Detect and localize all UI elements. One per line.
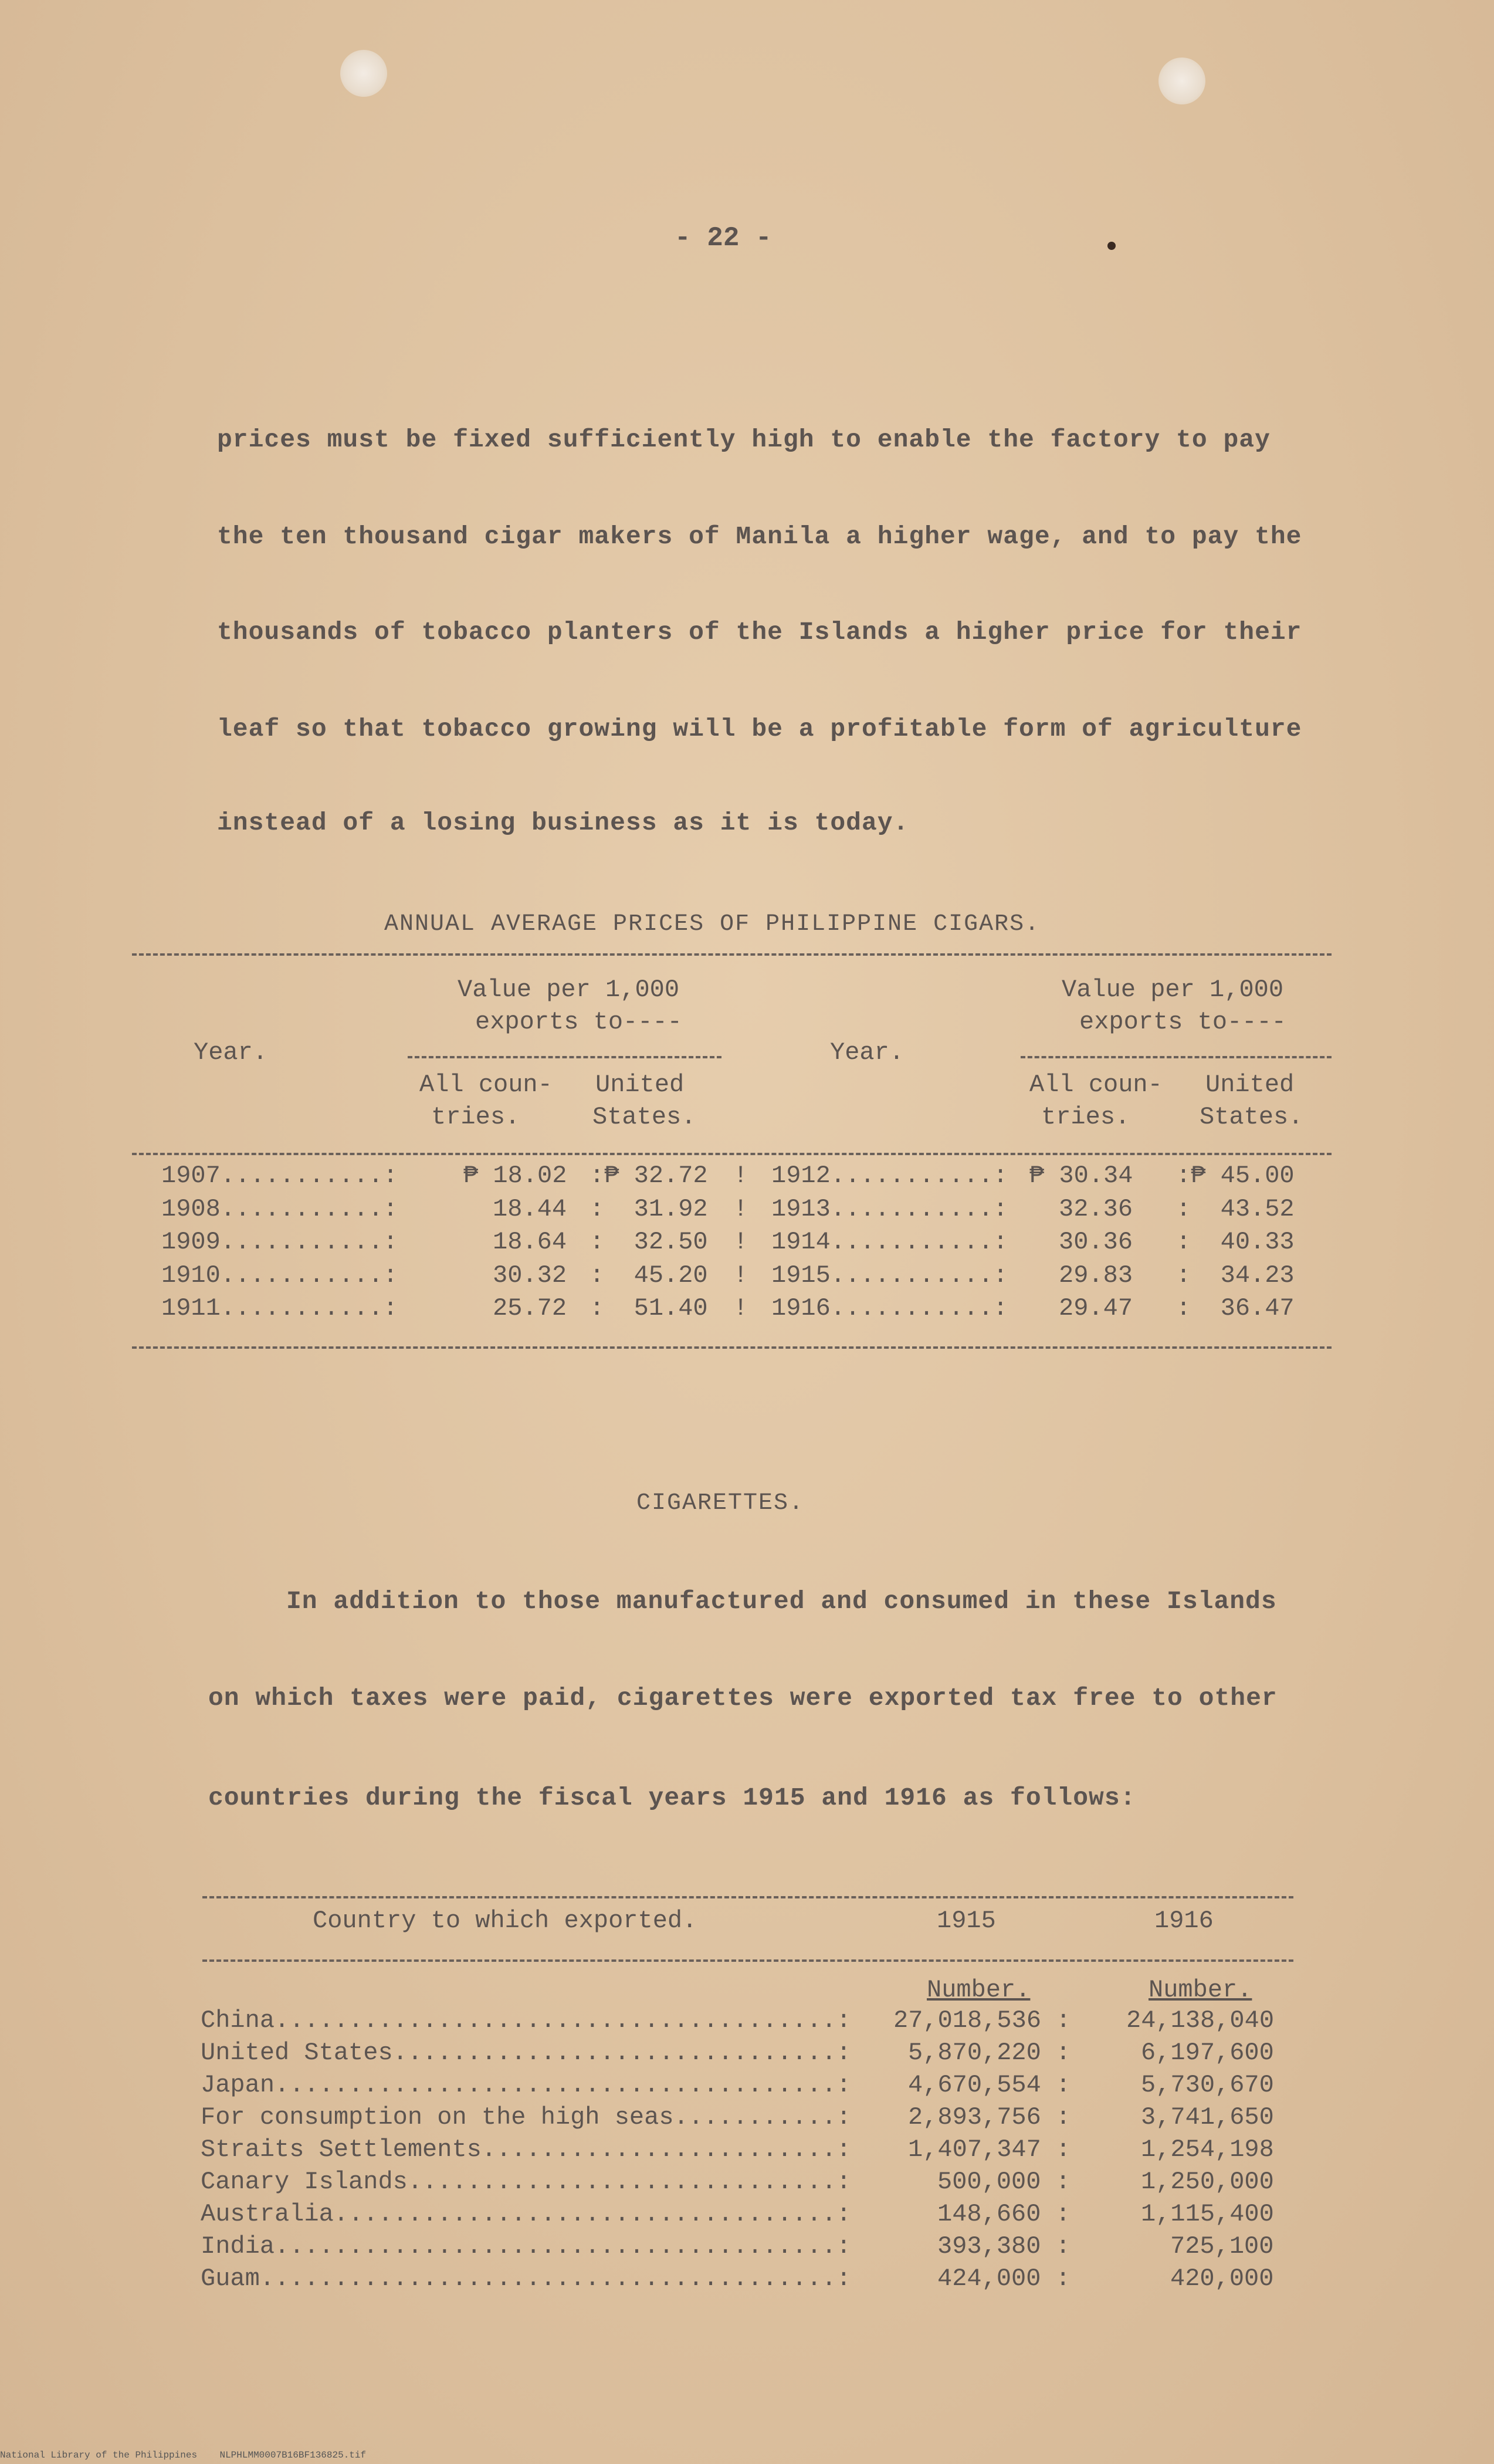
value-all-cell: 30.36 [1059,1228,1133,1256]
ink-speck [1107,242,1116,250]
year-cell: 1911...........: [161,1294,398,1322]
value-us-cell: :₱ 32.72 [590,1162,708,1190]
section-heading: CIGARETTES. [636,1490,805,1517]
value-all-cell: 32.36 [1059,1195,1133,1223]
country-cell: Japan......................................: [201,2071,851,2099]
text-line: thousands of tobacco planters of the Islands a higher price for their [217,618,1302,647]
separator-cell: ! [733,1228,748,1256]
text-line: countries during the fiscal years 1915 and 1916 as follows: [208,1783,1136,1812]
table-rule-header [132,1153,1332,1155]
value-1916-cell: 5,730,670 [1141,2071,1274,2099]
year-cell: 1914...........: [771,1228,1008,1256]
unit-1916: Number. [1149,1976,1252,2004]
value-1916-cell: 6,197,600 [1141,2039,1274,2067]
col-year-left: Year. [194,1038,268,1067]
value-all-cell: 29.47 [1059,1294,1133,1322]
col-value-left-1: Value per 1,000 [458,976,680,1004]
value-us-cell: : 40.33 [1176,1228,1295,1256]
value-all-cell: 29.83 [1059,1261,1133,1289]
value-1915-cell: 1,407,347 : [908,2135,1071,2164]
value-1916-cell: 24,138,040 [1126,2006,1275,2035]
value-us-cell: : 36.47 [1176,1294,1295,1322]
col-us-left-2: States. [592,1103,696,1131]
value-us-cell: :₱ 45.00 [1176,1162,1295,1190]
page-number: - 22 - [675,223,772,253]
country-cell: Australia..................................: [201,2200,851,2228]
text-line: In addition to those manufactured and consumed in these Islands [286,1587,1277,1616]
col-all-right-1: All coun- [1029,1071,1163,1099]
value-1916-cell: 1,250,000 [1141,2168,1274,2196]
value-1915-cell: 2,893,756 : [908,2103,1071,2131]
col-country-header: Country to which exported. [313,1907,697,1935]
separator-cell: ! [733,1162,748,1190]
col-all-right-2: tries. [1041,1103,1130,1131]
value-us-cell: : 45.20 [590,1261,708,1289]
separator-cell: ! [733,1195,748,1223]
year-cell: 1908...........: [161,1195,398,1223]
col-value-right-2: exports to---- [1079,1008,1286,1036]
value-all-cell: 30.32 [493,1261,567,1289]
value-1915-cell: 500,000 : [937,2168,1070,2196]
text-line: leaf so that tobacco growing will be a profitable form of agriculture [217,715,1302,743]
value-1915-cell: 148,660 : [937,2200,1070,2228]
col-value-left-2: exports to---- [475,1008,682,1036]
text-line: prices must be fixed sufficiently high to enable the factory to pay [217,425,1271,454]
value-1915-cell: 424,000 : [937,2265,1070,2293]
value-us-cell: : 32.50 [590,1228,708,1256]
value-all-cell: 18.64 [493,1228,567,1256]
text-line: the ten thousand cigar makers of Manila a higher wage, and to pay the [217,522,1302,551]
year-cell: 1913...........: [771,1195,1008,1223]
col-year-right: Year. [830,1038,904,1067]
value-1916-cell: 725,100 [1170,2232,1274,2260]
value-us-cell: : 34.23 [1176,1261,1295,1289]
punch-hole-left [340,50,387,97]
country-cell: India......................................: [201,2232,851,2260]
col-all-left-1: All coun- [419,1071,553,1099]
year-cell: 1916...........: [771,1294,1008,1322]
col-us-right-2: States. [1200,1103,1303,1131]
table-rule-sub-left [408,1056,721,1058]
country-cell: Guam.......................................: [201,2265,851,2293]
value-1916-cell: 420,000 [1170,2265,1274,2293]
value-1915-cell: 4,670,554 : [908,2071,1071,2099]
country-cell: United States..............................: [201,2039,851,2067]
table-rule-top [202,1896,1293,1898]
year-cell: 1909...........: [161,1228,398,1256]
year-cell: 1910...........: [161,1261,398,1289]
unit-1915: Number. [927,1976,1031,2004]
table-title: ANNUAL AVERAGE PRICES OF PHILIPPINE CIGARS. [384,911,1041,937]
archive-footer: National Library of the Philippines NLPHLMM0007B16BF136825.tif [0,2450,367,2460]
value-1915-cell: 27,018,536 : [893,2006,1071,2035]
country-cell: China......................................: [201,2006,851,2035]
separator-cell: ! [733,1294,748,1322]
col-value-right-1: Value per 1,000 [1062,976,1284,1004]
separator-cell: ! [733,1261,748,1289]
col-1916-header: 1916 [1154,1907,1214,1935]
value-us-cell: : 51.40 [590,1294,708,1322]
value-us-cell: : 31.92 [590,1195,708,1223]
value-all-cell: ₱ 30.34 [1029,1162,1133,1190]
year-cell: 1915...........: [771,1261,1008,1289]
country-cell: Canary Islands.............................: [201,2168,851,2196]
country-cell: For consumption on the high seas...........: [201,2103,851,2131]
value-1916-cell: 1,115,400 [1141,2200,1274,2228]
year-cell: 1912...........: [771,1162,1008,1190]
country-cell: Straits Settlements........................: [201,2135,851,2164]
table-rule-bottom [132,1346,1332,1349]
value-1915-cell: 393,380 : [937,2232,1070,2260]
table-rule-sub-right [1021,1056,1332,1058]
value-us-cell: : 43.52 [1176,1195,1295,1223]
punch-hole-right [1158,57,1205,104]
value-1915-cell: 5,870,220 : [908,2039,1071,2067]
col-all-left-2: tries. [431,1103,520,1131]
value-all-cell: 18.44 [493,1195,567,1223]
col-us-left-1: United [595,1071,685,1099]
col-us-right-1: United [1205,1071,1295,1099]
value-1916-cell: 1,254,198 [1141,2135,1274,2164]
year-cell: 1907...........: [161,1162,398,1190]
value-all-cell: ₱ 18.02 [463,1162,567,1190]
table-rule-top [132,953,1332,956]
text-line: instead of a losing business as it is today. [217,808,909,837]
table-rule-header [202,1959,1293,1962]
col-1915-header: 1915 [937,1907,996,1935]
value-1916-cell: 3,741,650 [1141,2103,1274,2131]
text-line: on which taxes were paid, cigarettes were exported tax free to other [208,1684,1278,1712]
value-all-cell: 25.72 [493,1294,567,1322]
